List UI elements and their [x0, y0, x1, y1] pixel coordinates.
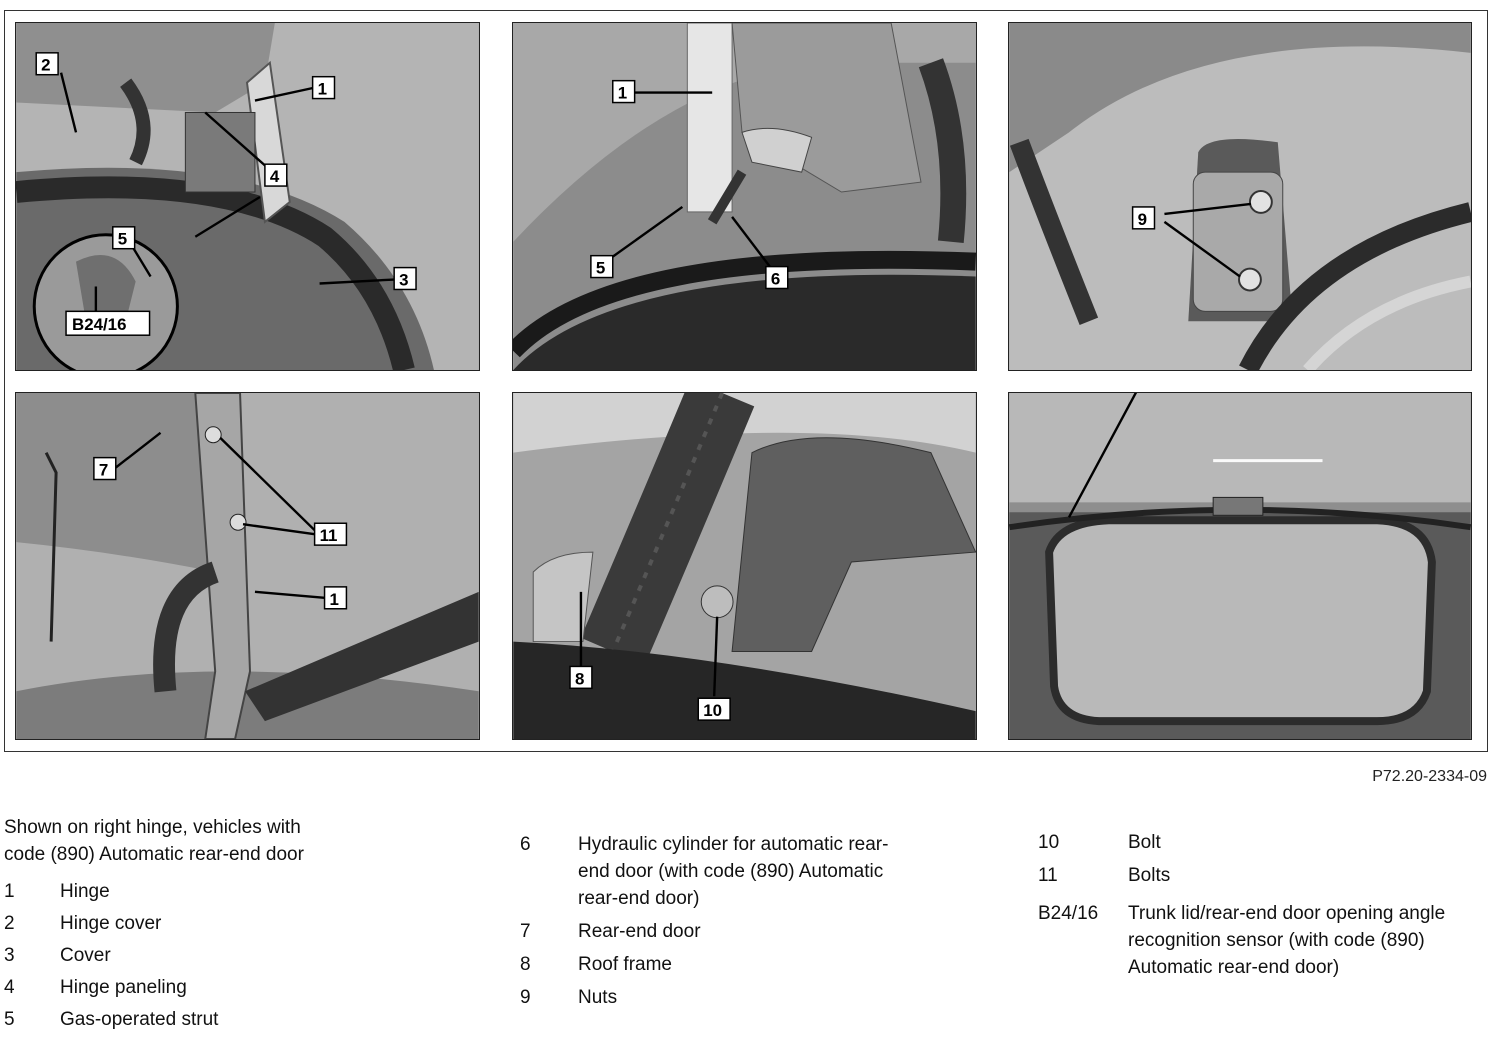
legend-item-num: 11 — [1038, 865, 1058, 886]
callout-3: 3 — [399, 270, 409, 290]
callout-2: 2 — [41, 55, 51, 75]
callout-b24-16: B24/16 — [72, 315, 127, 335]
legend-item-num: 8 — [520, 954, 531, 975]
callout-4: 4 — [269, 167, 280, 187]
photo-nuts-drawing — [1009, 23, 1471, 370]
callout-1: 1 — [329, 589, 339, 609]
legend-item — [4, 878, 344, 910]
legend-item-num: B24/16 — [1038, 903, 1099, 924]
callout-8: 8 — [574, 669, 585, 689]
photo-panel-hinge-overview — [15, 22, 480, 371]
legend-column-2 — [520, 831, 920, 1017]
callout-5: 5 — [595, 258, 606, 278]
legend-item — [520, 918, 920, 951]
callout-10: 10 — [703, 701, 723, 721]
legend-item-num: 4 — [4, 977, 15, 998]
legend-item-num: 1 — [4, 881, 15, 902]
callout-6: 6 — [770, 269, 781, 289]
legend-item-text: Hinge — [60, 881, 110, 902]
photo-panel-bolts — [15, 392, 480, 740]
photo-bolts-drawing — [16, 393, 479, 739]
legend-item-num: 10 — [1038, 832, 1060, 853]
legend-item-num: 5 — [4, 1009, 15, 1030]
legend-item-text: Hinge cover — [60, 913, 162, 934]
legend-column-1 — [4, 814, 344, 1038]
legend-intro: Shown on right hinge, vehicles with code (890) Automatic rear-end door — [4, 817, 304, 865]
photo-panel-rear-opening — [1008, 392, 1472, 740]
legend-item-text: Cover — [60, 945, 111, 966]
legend-item-num: 6 — [520, 834, 531, 855]
legend-item — [1038, 862, 1478, 900]
callout-1: 1 — [617, 83, 628, 103]
legend-item — [1038, 829, 1478, 862]
photo-rear-opening-drawing — [1009, 393, 1471, 739]
callout-1: 1 — [317, 79, 328, 99]
photo-hinge-overview-drawing — [16, 23, 479, 370]
callout-11: 11 — [319, 526, 338, 546]
photo-panel-gas-strut — [512, 22, 977, 371]
legend-item-text: Nuts — [578, 987, 618, 1008]
callout-9: 9 — [1137, 209, 1147, 229]
photo-panel-roof-frame — [512, 392, 977, 740]
callout-5: 5 — [117, 229, 128, 249]
legend-item-num: 2 — [4, 913, 15, 934]
callout-7: 7 — [98, 460, 109, 480]
photo-panel-nuts — [1008, 22, 1472, 371]
legend-item-num: 7 — [520, 921, 531, 942]
legend-item-num: 3 — [4, 945, 15, 966]
legend-item — [4, 1006, 344, 1038]
legend-column-3 — [1038, 829, 1478, 981]
photo-roof-frame-drawing — [513, 393, 976, 739]
legend-item-text: Trunk lid/rear-end door opening angle recognition sensor (with code (890) Automatic rear-end door) — [1128, 903, 1446, 978]
legend-item — [1038, 900, 1478, 981]
photo-gas-strut-drawing — [513, 23, 976, 370]
legend-item — [4, 942, 344, 974]
legend-item-text: Bolts — [1128, 865, 1171, 886]
legend-item-text: Roof frame — [578, 954, 672, 975]
legend-item-text: Bolt — [1128, 832, 1161, 853]
legend-item-text: Gas-operated strut — [60, 1009, 219, 1030]
legend-item — [520, 831, 920, 912]
legend-item — [4, 974, 344, 1006]
legend-item-text: Hydraulic cylinder for automatic rear-end door (with code (890) Automatic rear-end door) — [578, 834, 889, 909]
legend-item — [4, 910, 344, 942]
legend-item-num: 9 — [520, 987, 531, 1008]
legend-item — [520, 951, 920, 984]
legend-item — [520, 984, 920, 1017]
legend-item-text: Hinge paneling — [60, 977, 187, 998]
legend-item-text: Rear-end door — [578, 921, 701, 942]
figure-id: P72.20-2334-09 — [1372, 768, 1487, 785]
